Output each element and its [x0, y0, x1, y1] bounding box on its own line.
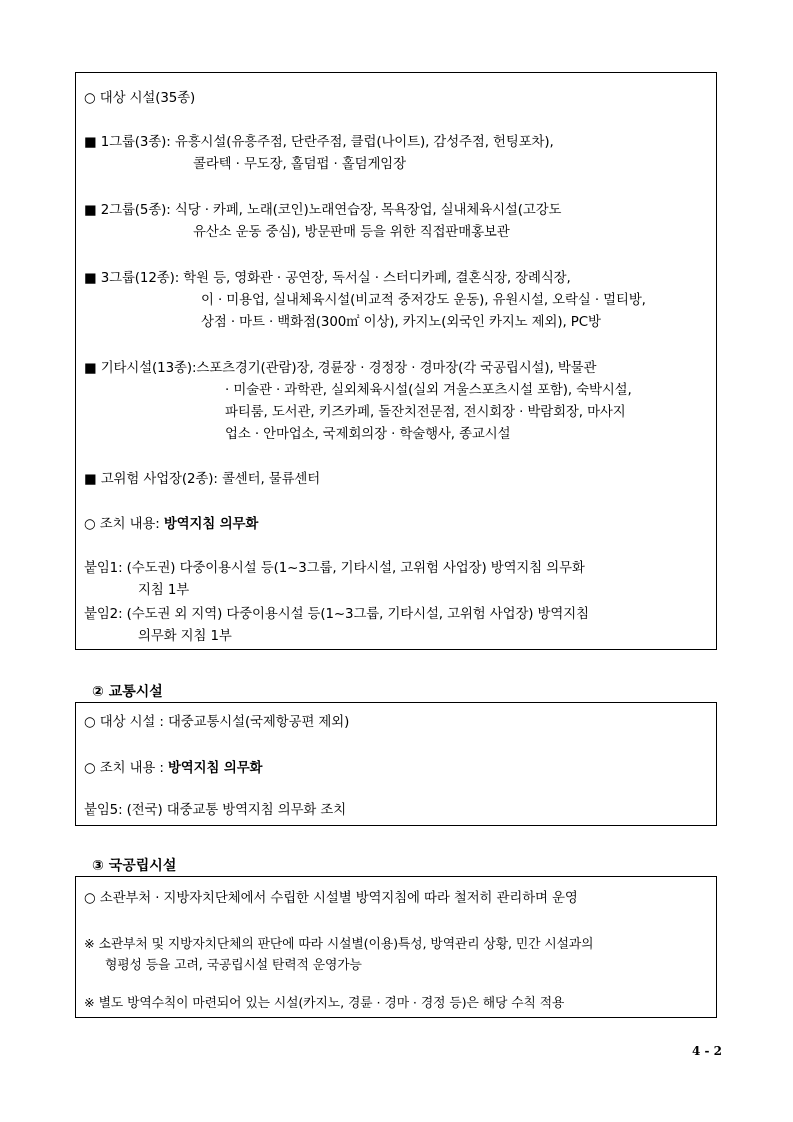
attachment1-line2: 지침 1부	[138, 583, 190, 598]
section-transport-title: ② 교통시설	[92, 684, 163, 700]
etc-line2: · 미술관 · 과학관, 실외체육시설(실외 겨울스포츠시설 포함), 숙박시설,	[225, 383, 632, 398]
public-main-line: ○ 소관부처 · 지방자치단체에서 수립한 시설별 방역지침에 따라 철저히 관리하며 운영	[84, 891, 578, 906]
section-public-title: ③ 국공립시설	[92, 858, 177, 874]
group3-line3: 상점 · 마트 · 백화점(300㎡ 이상), 카지노(외국인 카지노 제외), PC방	[201, 315, 601, 330]
attachment1-line1: 붙임1: (수도권) 다중이용시설 등(1~3그룹, 기타시설, 고위험 사업장) 방역지침 의무화	[84, 561, 585, 576]
transport-action-label: ○ 조치 내용 :	[84, 761, 168, 776]
high-risk-line: ■ 고위험 사업장(2종): 콜센터, 물류센터	[84, 472, 321, 487]
action-value: 방역지침 의무화	[163, 517, 259, 532]
public-note1-line1: ※ 소관부처 및 지방자치단체의 판단에 따라 시설별(이용)특성, 방역관리 상황, 민간 시설과의	[84, 937, 594, 952]
group2-line1: ■ 2그룹(5종): 식당 · 카페, 노래(코인)노래연습장, 목욕장업, 실내체육시설(고강도	[84, 203, 562, 218]
group3-line2: 이 · 미용업, 실내체육시설(비교적 중저강도 운동), 유원시설, 오락실 · 멀티방,	[201, 293, 646, 308]
group2-line2: 유산소 운동 중심), 방문판매 등을 위한 직접판매홍보관	[193, 225, 510, 240]
etc-line1: ■ 기타시설(13종):스포츠경기(관람)장, 경륜장 · 경정장 · 경마장(각 국공립시설), 박물관	[84, 361, 597, 376]
target-facilities-heading: ○ 대상 시설(35종)	[84, 91, 196, 106]
etc-line4: 업소 · 안마업소, 국제회의장 · 학술행사, 종교시설	[225, 427, 511, 442]
group1-line2: 콜라텍 · 무도장, 홀덤펍 · 홀덤게임장	[193, 157, 406, 172]
group1-line1: ■ 1그룹(3종): 유흥시설(유흥주점, 단란주점, 클럽(나이트), 감성주점, 헌팅포차),	[84, 135, 554, 150]
etc-line3: 파티룸, 도서관, 키즈카페, 돌잔치전문점, 전시회장 · 박람회장, 마사지	[225, 405, 626, 420]
transport-action-value: 방역지침 의무화	[167, 761, 263, 776]
transport-action-line	[84, 757, 262, 776]
action-label: ○ 조치 내용:	[84, 517, 164, 532]
group3-line1: ■ 3그룹(12종): 학원 등, 영화관 · 공연장, 독서실 · 스터디카페, 결혼식장, 장례식장,	[84, 271, 571, 286]
public-note2-line: ※ 별도 방역수칙이 마련되어 있는 시설(카지노, 경륜 · 경마 · 경정 등)은 해당 수칙 적용	[84, 996, 565, 1011]
transport-target-line: ○ 대상 시설 : 대중교통시설(국제항공편 제외)	[84, 715, 350, 730]
action-line	[84, 513, 258, 532]
public-note1-line2: 형평성 등을 고려, 국공립시설 탄력적 운영가능	[105, 958, 362, 973]
page-number: 4 - 2	[692, 1044, 723, 1058]
attachment2-line1: 붙임2: (수도권 외 지역) 다중이용시설 등(1~3그룹, 기타시설, 고위험 사업장) 방역지침	[84, 607, 589, 622]
attachment2-line2: 의무화 지침 1부	[138, 629, 232, 644]
transport-attachment-line: 붙임5: (전국) 대중교통 방역지침 의무화 조치	[84, 803, 347, 818]
